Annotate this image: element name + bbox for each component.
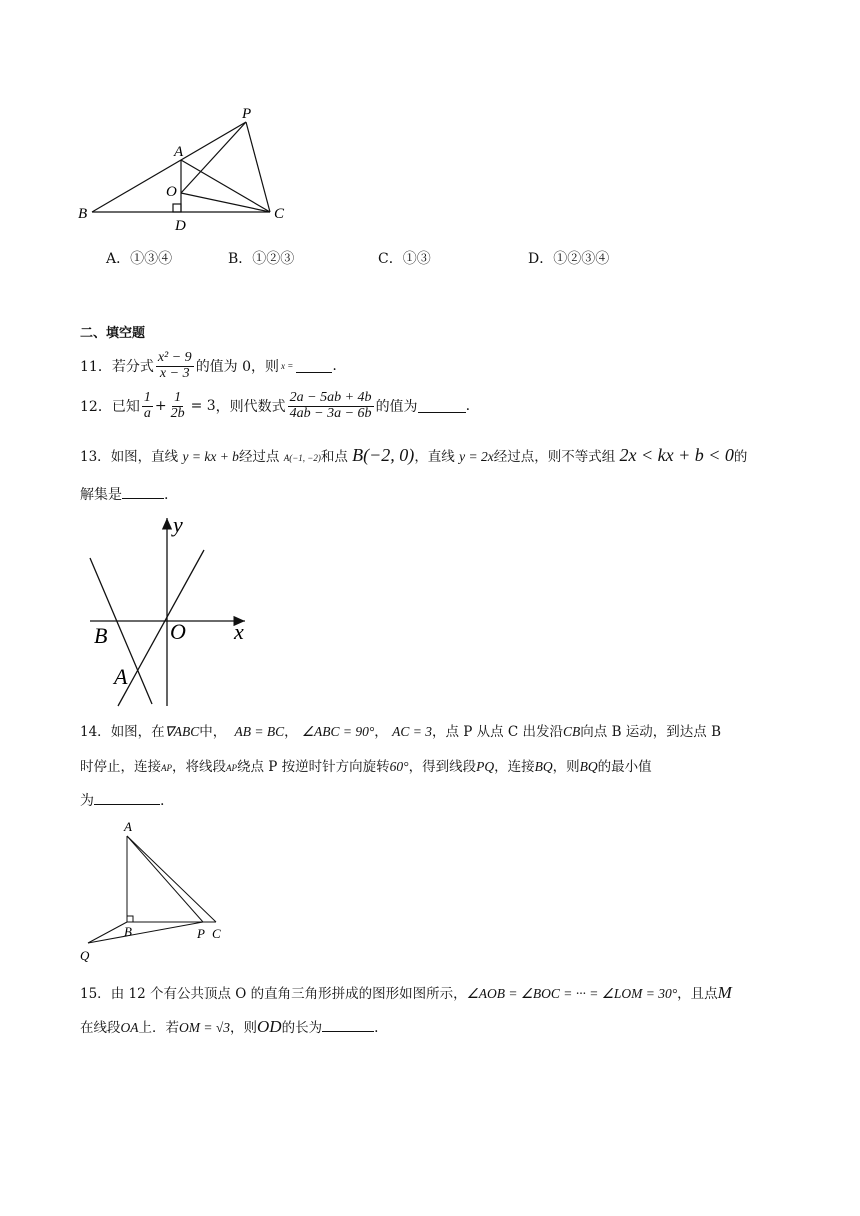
question-14-line-2	[80, 755, 652, 775]
q13-answer-blank[interactable]	[122, 486, 164, 499]
q11-var: x =	[281, 361, 294, 371]
q14-l3-a: 为	[80, 793, 94, 809]
q13-point-b: B(−2, 0)	[352, 445, 415, 465]
question-13-line-2	[80, 484, 168, 504]
q13-text-5: 经过点，则不等式组	[493, 449, 616, 465]
choice-c-key: C．	[378, 251, 403, 267]
q14-text-1: 如图，在	[110, 724, 165, 740]
q15-angles: ∠AOB = ∠BOC = ··· = ∠LOM = 30°	[466, 986, 678, 1001]
q12-text-3: 的值为	[375, 399, 418, 415]
q14-angle: 60°	[389, 759, 409, 774]
label-b: B	[94, 623, 108, 648]
label-o: O	[170, 619, 186, 644]
q15-od: OD	[257, 1017, 282, 1036]
figure-q14	[76, 818, 236, 968]
q12-text-2: ，则代数式	[215, 399, 286, 415]
q14-sep-2: ，	[374, 724, 388, 740]
q14-triangle: ∇ABC	[164, 724, 200, 739]
axis-label-x: x	[234, 619, 244, 644]
q14-l2-d: ，得到线段	[408, 759, 477, 775]
q15-l2-d: 的长为	[281, 1020, 323, 1036]
q13-text-4: ，直线	[414, 449, 455, 465]
q15-text-2: ，且点	[677, 986, 718, 1002]
q14-cond-3: AC = 3	[392, 724, 432, 739]
q12-eq: = 3	[190, 398, 216, 414]
choice-a-value: ①③④	[130, 251, 173, 267]
q14-answer-blank[interactable]	[94, 792, 160, 805]
question-14-line-1	[80, 720, 721, 740]
q13-eq1: y = kx + b	[182, 449, 239, 464]
q14-cond-1: AB = BC	[234, 724, 285, 739]
line-y-2x	[118, 550, 204, 706]
q12-f3-num: 2a − 5ab + 4b	[289, 389, 372, 405]
q14-ap-2: AP	[226, 763, 237, 773]
q14-bq-1: BQ	[534, 759, 553, 774]
label-p: P	[242, 106, 252, 122]
q13-text-7: .	[164, 487, 169, 503]
choice-c-value: ①③	[402, 251, 431, 267]
choice-b-value: ①②③	[252, 251, 295, 267]
label-p: P	[197, 926, 205, 941]
q13-eq2: y = 2x	[459, 449, 494, 464]
right-angle-mark	[127, 916, 133, 922]
label-o: O	[166, 184, 177, 200]
q12-fraction-1	[142, 391, 153, 421]
q14-l2-g: 的最小值	[597, 759, 652, 775]
q12-fraction-3	[288, 391, 374, 421]
q12-fraction-2	[169, 391, 187, 421]
q11-text-3: .	[332, 358, 337, 374]
q15-oa: OA	[120, 1020, 139, 1035]
q11-fraction	[156, 351, 194, 381]
q12-f1-num: 1	[143, 389, 151, 405]
q14-ap-1: AP	[161, 763, 172, 773]
segment-ac	[181, 160, 270, 212]
q15-l2-c: ，则	[230, 1020, 258, 1036]
choice-c	[378, 248, 431, 268]
axis-label-y: y	[173, 512, 183, 537]
q11-text-1: 若分式	[111, 359, 154, 375]
label-q: Q	[80, 948, 90, 963]
segment-pq	[88, 922, 203, 943]
label-b: B	[124, 924, 132, 939]
q11-text-2: 的值为 0，则	[195, 359, 280, 375]
q13-line2-text: 解集是	[80, 487, 122, 503]
q12-plus: +	[154, 398, 167, 414]
q14-l2-b: ，将线段	[172, 759, 226, 775]
segment-oc	[181, 193, 270, 212]
q12-number: 12．	[80, 399, 112, 415]
q11-number: 11．	[80, 359, 112, 375]
q12-text-4: .	[465, 398, 471, 414]
choice-d-key: D．	[528, 251, 554, 267]
q12-f1-den: a	[143, 405, 151, 421]
q15-text-1: 由 12 个有公共顶点 O 的直角三角形拼成的图形如图所示，	[110, 986, 467, 1002]
question-15-line-1	[80, 982, 732, 1003]
segment-op	[181, 122, 246, 193]
label-b: B	[78, 206, 88, 222]
q15-number: 15．	[80, 986, 111, 1002]
q15-om: OM = √3	[179, 1020, 231, 1035]
label-a: A	[124, 819, 132, 834]
q14-bq-2: BQ	[579, 759, 598, 774]
choice-b	[228, 248, 294, 268]
q14-l2-e: ，连接	[494, 759, 535, 775]
question-13-line-1	[80, 445, 747, 466]
label-a: A	[114, 664, 128, 689]
segment-pc	[246, 122, 270, 212]
q14-pq: PQ	[476, 759, 495, 774]
q13-inequality: 2x < kx + b < 0	[619, 445, 734, 465]
q11-frac-num: x² − 9	[157, 349, 192, 365]
q12-text-1: 已知	[111, 399, 140, 415]
question-12	[80, 386, 470, 426]
q11-frac-den: x − 3	[159, 365, 190, 381]
q13-text-3: 和点	[320, 449, 348, 465]
q15-l2-a: 在线段	[80, 1020, 121, 1036]
q15-answer-blank[interactable]	[322, 1019, 374, 1032]
label-a: A	[174, 144, 184, 160]
q15-m: M	[717, 983, 732, 1002]
q14-cond-2: ∠ABC = 90°	[301, 724, 375, 739]
section-title: 二、填空题	[80, 326, 146, 341]
q13-text-6: 的	[733, 449, 748, 465]
q14-text-3: ，点 P 从点 C 出发沿	[431, 724, 564, 740]
figure-q10	[70, 100, 300, 235]
q15-l2-e: .	[374, 1020, 379, 1036]
right-angle-mark	[173, 204, 181, 212]
q14-l3-b: .	[160, 793, 165, 809]
segment-ap	[127, 836, 203, 922]
label-c: C	[274, 206, 285, 222]
q14-l2-a: 时停止，连接	[80, 759, 161, 775]
question-11	[80, 346, 337, 386]
q14-text-2: 中，	[199, 724, 227, 740]
q15-l2-b: 上．若	[138, 1020, 179, 1036]
q14-sep-1: ，	[284, 724, 298, 740]
choice-d-value: ①②③④	[553, 251, 610, 267]
question-15-line-2	[80, 1016, 378, 1037]
question-14-line-3	[80, 790, 164, 810]
q12-f3-den: 4ab − 3a − 6b	[289, 405, 372, 421]
segment-ac	[127, 836, 216, 922]
q14-number: 14．	[80, 724, 111, 740]
q13-text-2: 经过点	[238, 449, 280, 465]
q12-f2-den: 2b	[170, 405, 185, 421]
label-d: D	[175, 218, 186, 234]
choice-b-key: B．	[228, 251, 253, 267]
figure-q13	[80, 512, 260, 708]
q13-text-1: 如图，直线	[110, 449, 179, 465]
q14-l2-f: ，则	[552, 759, 580, 775]
q11-answer-blank[interactable]	[296, 360, 332, 373]
choice-a	[106, 248, 172, 268]
q14-l2-c: 绕点 P 按逆时针方向旋转	[237, 759, 390, 775]
q13-number: 13．	[80, 449, 111, 465]
choice-d	[528, 248, 609, 268]
q12-answer-blank[interactable]	[418, 400, 466, 413]
choice-a-key: A．	[106, 251, 131, 267]
q14-seg-cb: CB	[563, 724, 581, 739]
q14-text-4: 向点 B 运动，到达点 B	[580, 724, 722, 740]
q12-f2-num: 1	[174, 389, 182, 405]
label-c: C	[212, 926, 221, 941]
q13-point-a: A(−1, −2)	[283, 453, 321, 463]
